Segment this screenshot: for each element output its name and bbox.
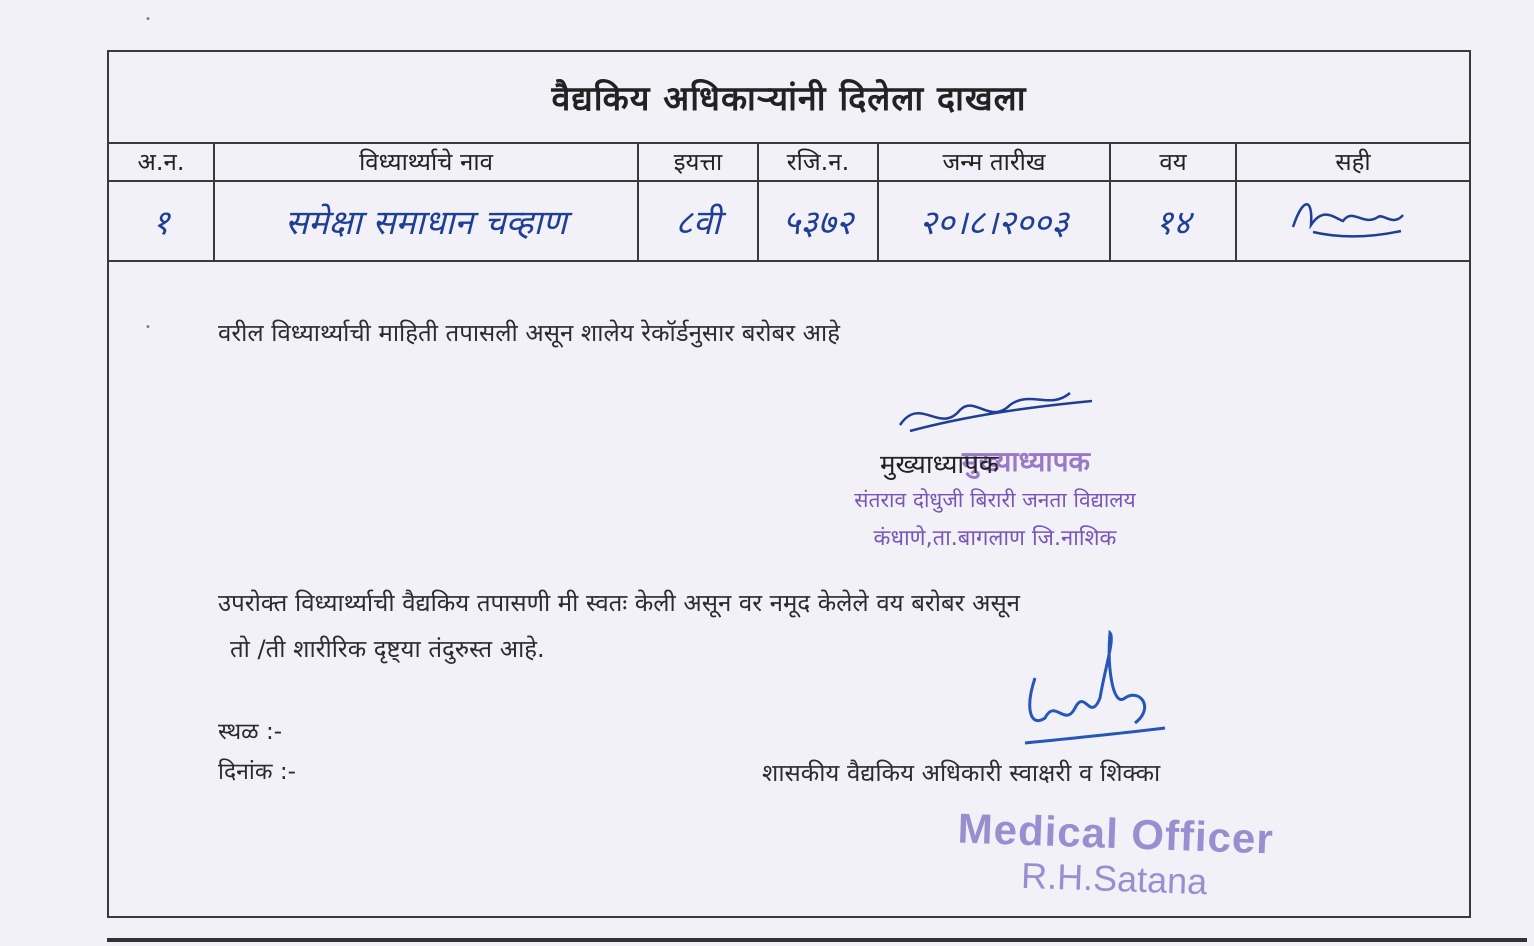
header-signature: सही bbox=[1236, 142, 1469, 181]
cell-age: १४ bbox=[1110, 181, 1236, 261]
table-row bbox=[109, 181, 1469, 261]
stamp-headmaster-title: मुख्याध्यापक bbox=[961, 445, 1090, 478]
date-label: दिनांक :- bbox=[218, 759, 296, 785]
header-class: इयत्ता bbox=[638, 142, 758, 181]
officer-signature-scribble bbox=[1015, 628, 1175, 778]
header-register-number: रजि.न. bbox=[758, 142, 878, 181]
table-header-row bbox=[109, 142, 1469, 181]
cell-birth-date: २०।८।२००३ bbox=[878, 181, 1110, 261]
cell-class: ८वी bbox=[638, 181, 758, 261]
stamp-hospital-line: R.H.Satana bbox=[1020, 854, 1208, 903]
bottom-divider bbox=[107, 938, 1527, 942]
cell-student-name: समेक्षा समाधान चव्हाण bbox=[214, 181, 638, 261]
verification-statement: वरील विध्यार्थ्याची माहिती तपासली असून शालेय रेकॉर्डनुसार बरोबर आहे bbox=[218, 319, 840, 347]
header-serial: अ.न. bbox=[109, 142, 214, 181]
cell-serial: १ bbox=[109, 181, 214, 261]
header-student-name: विध्यार्थ्याचे नाव bbox=[214, 142, 638, 181]
header-birth-date: जन्म तारीख bbox=[878, 142, 1110, 181]
stamp-school-name: संतराव दोधुजी बिरारी जनता विद्यालय bbox=[854, 488, 1136, 512]
student-table bbox=[109, 142, 1469, 262]
medical-officer-stamp bbox=[954, 804, 1277, 905]
place-label: स्थळ :- bbox=[218, 719, 283, 745]
headmaster-signature-scribble bbox=[880, 365, 1100, 445]
examination-statement bbox=[218, 580, 1020, 672]
stamp-school-address: कंधाणे,ता.बागलाण जि.नाशिक bbox=[873, 526, 1117, 551]
headmaster-title: मुख्याध्यापक bbox=[880, 450, 999, 480]
header-age: वय bbox=[1110, 142, 1236, 181]
officer-signature-title: शासकीय वैद्यकिय अधिकारी स्वाक्षरी व शिक्का bbox=[762, 759, 1161, 787]
certificate-title: वैद्यकिय अधिकाऱ्यांनी दिलेला दाखला bbox=[109, 52, 1469, 144]
scan-speck: • bbox=[145, 14, 151, 25]
exam-line-2: तो /ती शारीरिक दृष्ट्या तंदुरुस्त आहे. bbox=[230, 635, 545, 663]
stamp-officer-line: Medical Officer bbox=[956, 804, 1275, 863]
exam-line-1: उपरोक्त विध्यार्थ्याची वैद्यकिय तपासणी मी स्वतः केली असून वर नमूद केलेले वय बरोबर असून bbox=[218, 589, 1020, 617]
scan-speck: • bbox=[145, 322, 151, 333]
student-signature-scribble bbox=[1283, 187, 1423, 247]
cell-student-signature bbox=[1236, 181, 1469, 261]
cell-register-number: ५३७२ bbox=[758, 181, 878, 261]
